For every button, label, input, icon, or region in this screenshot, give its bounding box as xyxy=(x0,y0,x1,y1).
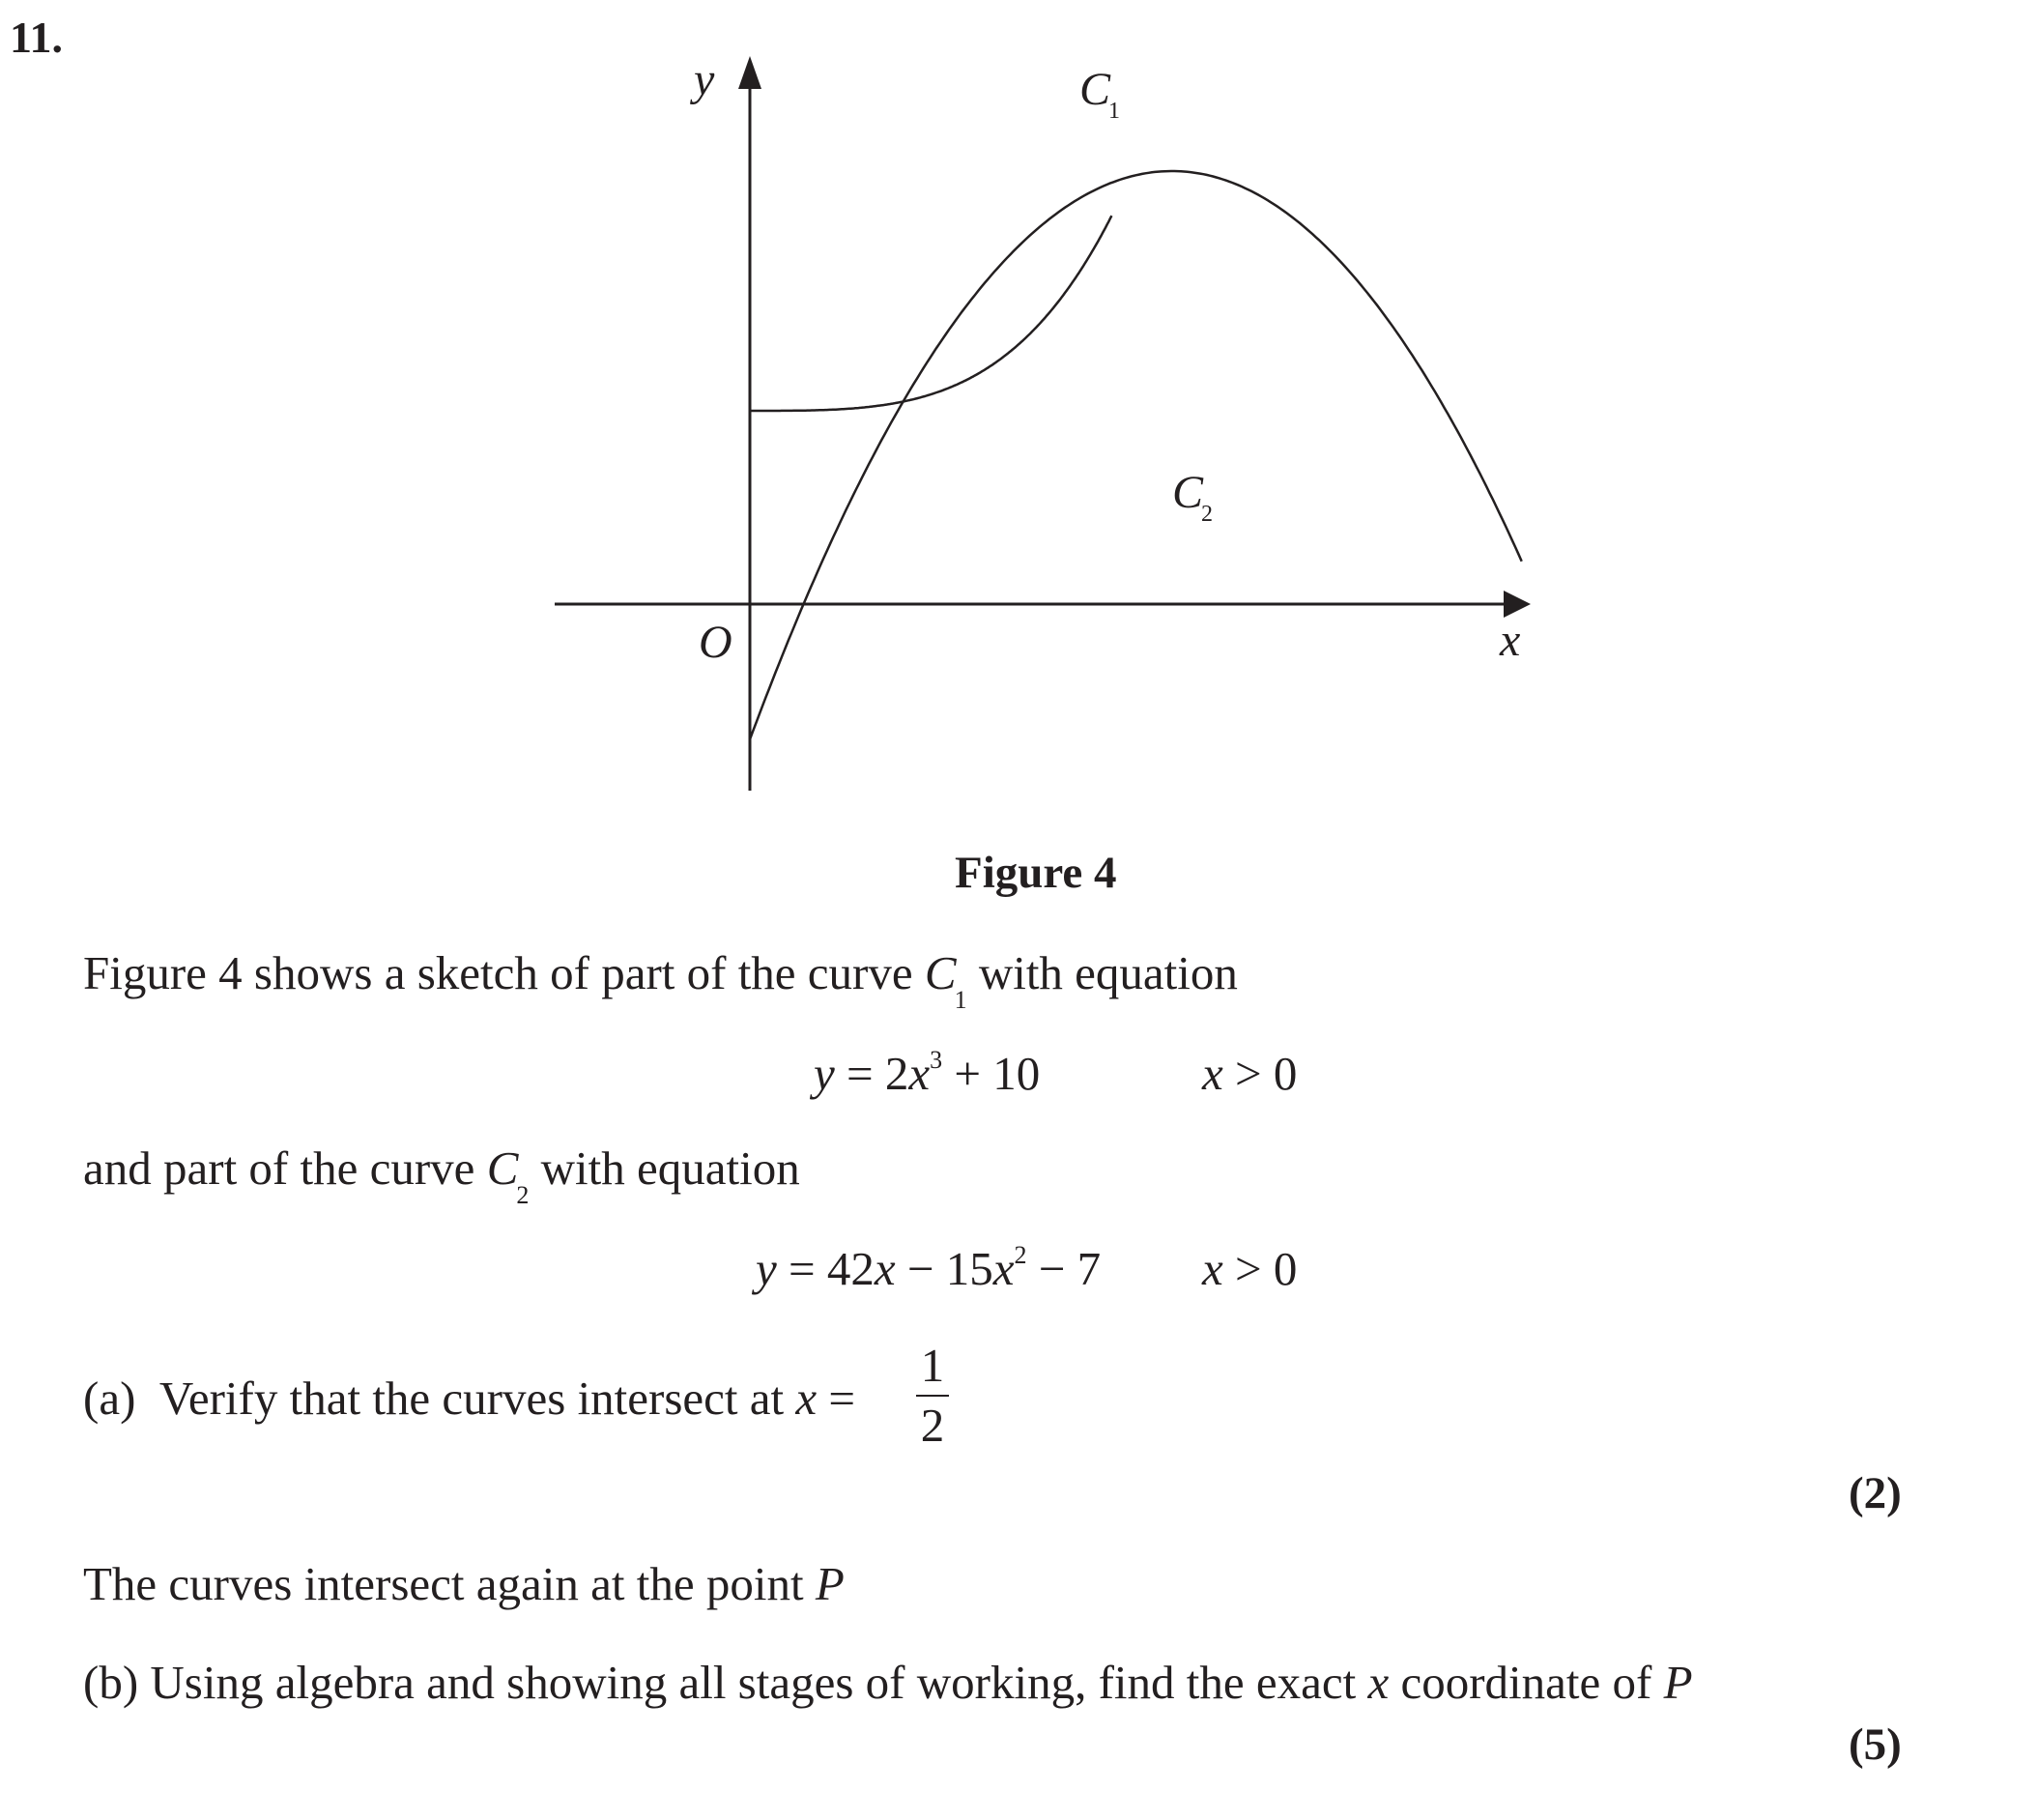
x-axis-label: x xyxy=(1500,615,1521,666)
curve-c1 xyxy=(750,216,1111,411)
x-axis-arrow xyxy=(1504,591,1531,618)
y-axis-label: y xyxy=(694,54,715,105)
origin-label: O xyxy=(699,617,732,668)
intro-line-2: and part of the curve $C_2$ with equation xyxy=(83,1141,800,1209)
part-a-marks: (2) xyxy=(1849,1468,1902,1518)
question-number: 11. xyxy=(10,13,63,62)
fraction-bar xyxy=(916,1395,949,1397)
intersection-statement: The curves intersect again at the point P xyxy=(83,1557,845,1610)
figure-caption: Figure 4 xyxy=(955,848,1117,898)
equation-c2: $y = 42x - 15x^2 - 7$ xyxy=(756,1241,1102,1295)
curve2-label: C2 xyxy=(1172,467,1214,527)
y-axis-arrow xyxy=(738,56,761,89)
equation-c1-domain: x > 0 xyxy=(1202,1047,1298,1100)
equation-c1: $y = 2x^3 + 10$ xyxy=(814,1046,1041,1100)
part-a-question: (a) Verify that the curves intersect at x = xyxy=(83,1372,856,1425)
figure-4-graph xyxy=(0,0,2038,851)
equation-c2-domain: x > 0 xyxy=(1202,1242,1298,1295)
part-b-question: (b) Using algebra and showing all stages of working, find the exact x coordinate of P xyxy=(83,1656,1693,1709)
curve-c2 xyxy=(750,171,1522,739)
fraction-one-half: 1 2 xyxy=(916,1339,949,1453)
curve1-label: C1 xyxy=(1079,64,1121,124)
part-b-marks: (5) xyxy=(1849,1719,1902,1770)
intro-line-1: Figure 4 shows a sketch of part of the curve $C_1$ with equation xyxy=(83,946,1238,1014)
